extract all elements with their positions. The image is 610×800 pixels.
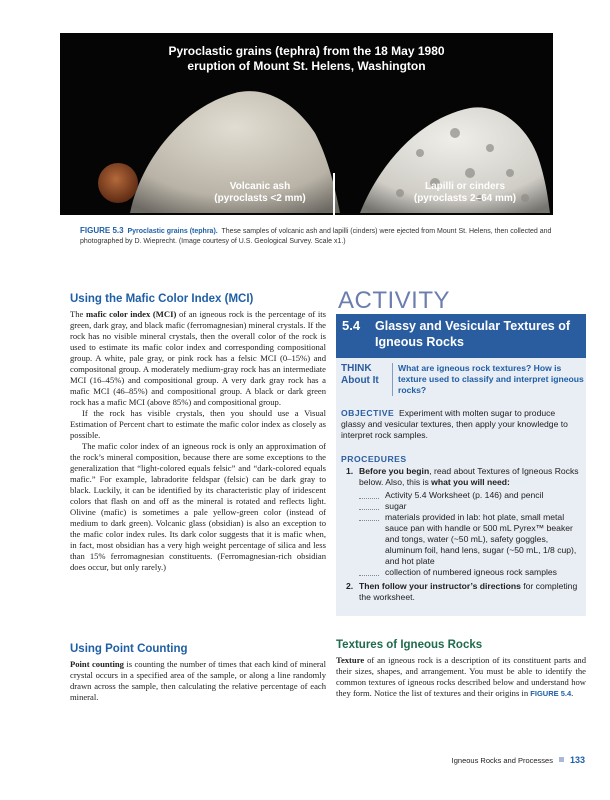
checklist-item[interactable]	[359, 501, 581, 512]
checklist-item[interactable]	[359, 567, 581, 578]
photo-title-line2: eruption of Mount St. Helens, Washington	[187, 59, 426, 73]
think-label-line2: About It	[341, 375, 379, 386]
mci-paragraph-1	[70, 309, 326, 408]
checklist-item-text: materials provided in lab: hot plate, small metal sauce pan with handle or 500 mL Pyrex™ beaker and tongs, water (~50 mL), safety goggles, aluminum foil, hand lens, sugar (~50 mL, 1/8 cup), and hot plate	[385, 512, 577, 566]
checklist-item-text: Activity 5.4 Worksheet (p. 146) and pencil	[385, 490, 544, 500]
photo-divider	[333, 173, 335, 215]
textures-body	[336, 655, 586, 699]
objective	[341, 408, 581, 441]
procedure-steps	[341, 466, 581, 603]
think-about-it-label	[341, 363, 379, 387]
footer-square-icon	[559, 757, 564, 762]
figure-reference-link[interactable]: FIGURE 5.4	[530, 689, 572, 698]
procedure-step-1	[341, 466, 581, 578]
checklist-item[interactable]	[359, 490, 581, 501]
texture-term: Texture	[336, 655, 365, 665]
step-2-text: for completing the worksheet.	[359, 581, 578, 602]
textures-text: of an igneous rock is a description of its constituent parts and their sizes, shapes, and arrangement. You must be able to identify the common textures of igneous rocks described below and understand how they form. Notice the list of textures and their origins in	[336, 655, 586, 698]
caption-figure-title: Pyroclastic grains (tephra).	[127, 228, 218, 235]
materials-checklist	[359, 490, 581, 578]
objective-label: OBJECTIVE	[341, 408, 395, 418]
checkbox-line	[359, 498, 379, 499]
activity-number: 5.4	[342, 318, 361, 333]
think-question: What are igneous rock textures? How is texture used to classify and interpret igneous rocks?	[392, 363, 586, 396]
lapilli-label-line2: (pyroclasts 2–64 mm)	[413, 193, 517, 204]
mci-heading: Using the Mafic Color Index (MCI)	[70, 293, 254, 305]
checklist-item[interactable]	[359, 512, 581, 567]
think-label-line1: THINK	[341, 363, 372, 374]
caption-text: These samples of volcanic ash and lapilli (cinders) were ejected from Mount St. Helens, then collected and photographed by D. Wieprecht. (Image courtesy of U.S. Geological Survey. Scale x1.)	[80, 228, 552, 245]
step-1-number: 1.	[346, 466, 354, 476]
mci-paragraph-3: The mafic color index of an igneous rock is only an approximation of the rock’s mineral composition, because there are some exceptions to the generalization that “light-colored equals felsic” and “dark-colored equals mafic.” For example, labradorite feldspar (felsic) can be dark gray to black. Luckily, it can be identified by its characteristic play of iridescent colors that flash on and off as the mineral is rotated and reflects light. Olivine (mafic) is sometimes a pale yellow-green color (instead of medium to dark green). Volcanic glass (obsidian) is also an exception to the mafic color index rules. Its dark color suggests that it is mafic when, in fact, most obsidian has a very high weight percentage of silica and less than 15% ferromagnesian constituents. (Ferromagnesian-rich obsidian does occur, but only rarely.)	[70, 441, 326, 572]
textures-text-end: .	[571, 688, 574, 698]
textures-paragraph	[336, 655, 586, 699]
footer-chapter: Igneous Rocks and Processes	[451, 756, 553, 765]
figure-caption	[80, 226, 560, 247]
point-counting-section	[70, 642, 326, 703]
checkbox-line	[359, 509, 379, 510]
checklist-item-text: collection of numbered igneous rock samples	[385, 567, 557, 577]
checkbox-line	[359, 520, 379, 521]
procedures-label: PROCEDURES	[341, 454, 407, 464]
activity-word: ACTIVITY	[338, 287, 451, 314]
mci-p1-pre: The	[70, 309, 86, 319]
step-1-bold-2: what you will need:	[431, 477, 510, 487]
point-counting-heading: Using Point Counting	[70, 643, 188, 655]
photo-title-line1: Pyroclastic grains (tephra) from the 18 May 1980	[168, 44, 445, 58]
step-2-number: 2.	[346, 581, 354, 591]
activity-title: Glassy and Vesicular Textures of Igneous Rocks	[375, 319, 570, 349]
page-footer	[380, 755, 585, 766]
ash-label-line2: (pyroclasts <2 mm)	[214, 193, 306, 204]
step-2-bold: Then follow your instructor’s directions	[359, 581, 521, 591]
caption-figure-number: FIGURE 5.3	[80, 226, 124, 235]
lapilli-label	[380, 181, 550, 205]
point-counting-term: Point counting	[70, 659, 124, 669]
penny-coin	[98, 163, 138, 203]
point-counting-body	[70, 659, 326, 703]
step-1-text: , read about Textures of Igneous Rocks below. Also, this is	[359, 466, 579, 487]
mci-term: mafic color index (MCI)	[86, 309, 177, 319]
procedure-step-2	[341, 581, 581, 603]
mci-p1-rest: of an igneous rock is the percentage of its green, dark gray, and black mafic (ferromagnesian) mineral crystals. If the rock has no visible mineral crystals, then the overall color of the rock is used to estimate its mafic color index and corresponding compositional group. A white, pale gray, or pink rock has a felsic MCI (0–15%) and compositonal group. A moderately medium-gray rock has an intermediate MCI (16–45%) and compositional group. A very dark gray rock has a mafic MCI (46–85%) and compositional group. A black or dark green rock has a mafic MCI (above 85%) and compositional group.	[70, 309, 326, 407]
step-1-bold: Before you begin	[359, 466, 430, 476]
ash-label	[180, 181, 340, 205]
checkbox-line	[359, 575, 379, 576]
page-number: 133	[569, 755, 585, 765]
mci-paragraph-2: If the rock has visible crystals, then you should use a Visual Estimation of Percent chart to estimate the mafic color index as closely as possible.	[70, 408, 326, 440]
lapilli-label-line1: Lapilli or cinders	[424, 181, 506, 192]
textures-section	[336, 638, 586, 699]
mci-section	[70, 292, 326, 573]
objective-text: Experiment with molten sugar to produce glassy and vesicular textures, then apply your knowledge to interpret rock samples.	[341, 408, 568, 440]
mci-body	[70, 309, 326, 573]
point-counting-paragraph	[70, 659, 326, 703]
photo-title	[60, 44, 553, 74]
point-counting-text: is counting the number of times that each kind of mineral crystal occurs in a specified area of the sample, or along a line randomly drawn across the sample, then calculating the relative percentage of each mineral.	[70, 659, 326, 702]
tephra-photo	[60, 33, 553, 215]
textures-heading: Textures of Igneous Rocks	[336, 639, 483, 651]
checklist-item-text: sugar	[385, 501, 407, 511]
ash-label-line1: Volcanic ash	[229, 181, 291, 192]
